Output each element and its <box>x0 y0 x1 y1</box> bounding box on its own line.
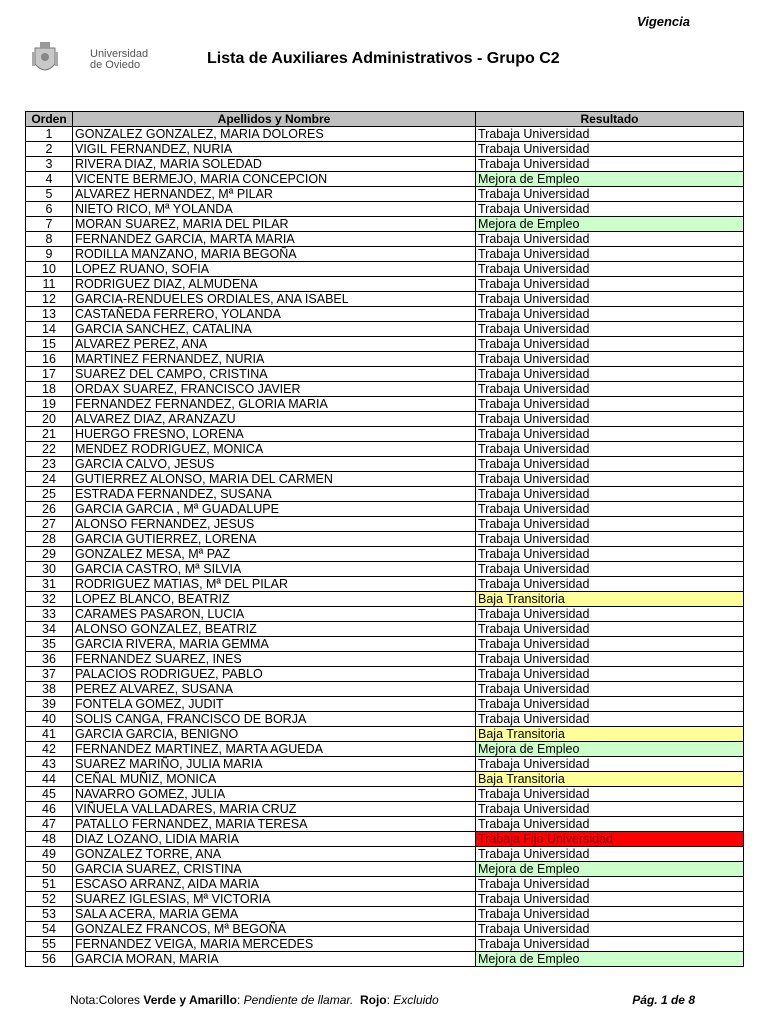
table-row <box>26 202 744 217</box>
column-header-orden: Orden <box>26 112 73 127</box>
note-green-yellow: Verde y Amarillo <box>143 993 237 1007</box>
cell-nombre: GARCIA SANCHEZ, CATALINA <box>73 322 476 337</box>
cell-orden: 3 <box>26 157 73 172</box>
cell-resultado: Trabaja Universidad <box>476 427 744 442</box>
cell-nombre: ORDAX SUAREZ, FRANCISCO JAVIER <box>73 382 476 397</box>
cell-orden: 39 <box>26 697 73 712</box>
cell-orden: 23 <box>26 457 73 472</box>
cell-resultado: Trabaja Universidad <box>476 487 744 502</box>
note-prefix: Nota:Colores <box>70 993 144 1007</box>
table-row <box>26 562 744 577</box>
cell-orden: 26 <box>26 502 73 517</box>
table-row <box>26 622 744 637</box>
cell-orden: 9 <box>26 247 73 262</box>
cell-resultado: Trabaja Universidad <box>476 697 744 712</box>
cell-nombre: GONZALEZ FRANCOS, Mª BEGOÑA <box>73 922 476 937</box>
cell-orden: 47 <box>26 817 73 832</box>
cell-resultado: Trabaja Universidad <box>476 607 744 622</box>
cell-resultado: Mejora de Empleo <box>476 172 744 187</box>
cell-orden: 16 <box>26 352 73 367</box>
cell-nombre: ALVAREZ HERNANDEZ, Mª PILAR <box>73 187 476 202</box>
cell-orden: 10 <box>26 262 73 277</box>
cell-resultado: Trabaja Universidad <box>476 412 744 427</box>
table-row <box>26 367 744 382</box>
cell-nombre: FONTELA GOMEZ, JUDIT <box>73 697 476 712</box>
note-separator-1: : <box>236 993 244 1007</box>
cell-orden: 45 <box>26 787 73 802</box>
table-row <box>26 907 744 922</box>
cell-orden: 13 <box>26 307 73 322</box>
table-row <box>26 352 744 367</box>
cell-orden: 34 <box>26 622 73 637</box>
cell-nombre: GUTIERREZ ALONSO, MARIA DEL CARMEN <box>73 472 476 487</box>
cell-nombre: VIGIL FERNANDEZ, NURIA <box>73 142 476 157</box>
cell-nombre: GARCIA SUAREZ, CRISTINA <box>73 862 476 877</box>
cell-resultado: Baja Transitoria <box>476 592 744 607</box>
cell-orden: 30 <box>26 562 73 577</box>
table-row <box>26 697 744 712</box>
cell-nombre: NIETO RICO, Mª YOLANDA <box>73 202 476 217</box>
cell-nombre: FERNANDEZ SUAREZ, INES <box>73 652 476 667</box>
cell-orden: 27 <box>26 517 73 532</box>
table-row <box>26 397 744 412</box>
cell-nombre: GARCIA MORAN, MARIA <box>73 952 476 967</box>
cell-orden: 18 <box>26 382 73 397</box>
cell-nombre: LOPEZ BLANCO, BEATRIZ <box>73 592 476 607</box>
cell-orden: 49 <box>26 847 73 862</box>
table-row <box>26 607 744 622</box>
cell-resultado: Baja Transitoria <box>476 727 744 742</box>
cell-resultado: Trabaja Universidad <box>476 442 744 457</box>
cell-orden: 5 <box>26 187 73 202</box>
table-row <box>26 427 744 442</box>
cell-nombre: PALACIOS RODRIGUEZ, PABLO <box>73 667 476 682</box>
cell-resultado: Trabaja Universidad <box>476 682 744 697</box>
cell-resultado: Trabaja Universidad <box>476 547 744 562</box>
logo-line-2: de Oviedo <box>90 59 141 71</box>
cell-nombre: ESTRADA FERNANDEZ, SUSANA <box>73 487 476 502</box>
cell-resultado: Trabaja Universidad <box>476 232 744 247</box>
cell-orden: 54 <box>26 922 73 937</box>
table-header <box>26 112 744 127</box>
cell-orden: 14 <box>26 322 73 337</box>
cell-resultado: Trabaja Universidad <box>476 127 744 142</box>
cell-nombre: CASTAÑEDA FERRERO, YOLANDA <box>73 307 476 322</box>
cell-resultado: Trabaja Universidad <box>476 847 744 862</box>
cell-orden: 28 <box>26 532 73 547</box>
cell-orden: 20 <box>26 412 73 427</box>
cell-nombre: GONZALEZ TORRE, ANA <box>73 847 476 862</box>
cell-orden: 24 <box>26 472 73 487</box>
table-row <box>26 847 744 862</box>
vigencia-label: Vigencia <box>637 14 690 29</box>
cell-resultado: Trabaja Universidad <box>476 457 744 472</box>
cell-orden: 38 <box>26 682 73 697</box>
cell-orden: 7 <box>26 217 73 232</box>
cell-nombre: MENDEZ RODRIGUEZ, MONICA <box>73 442 476 457</box>
cell-resultado: Trabaja Universidad <box>476 262 744 277</box>
cell-orden: 42 <box>26 742 73 757</box>
table-row <box>26 442 744 457</box>
cell-nombre: ALONSO GONZALEZ, BEATRIZ <box>73 622 476 637</box>
cell-nombre: GARCIA GUTIERREZ, LORENA <box>73 532 476 547</box>
note-excluded: Excluido <box>393 993 439 1007</box>
cell-nombre: ALVAREZ PEREZ, ANA <box>73 337 476 352</box>
note-red: Rojo <box>359 993 387 1007</box>
table-row <box>26 952 744 967</box>
cell-resultado: Trabaja Universidad <box>476 922 744 937</box>
cell-orden: 22 <box>26 442 73 457</box>
cell-orden: 8 <box>26 232 73 247</box>
table-row <box>26 547 744 562</box>
table-row <box>26 292 744 307</box>
table-row <box>26 937 744 952</box>
cell-orden: 35 <box>26 637 73 652</box>
cell-resultado: Trabaja Universidad <box>476 577 744 592</box>
table-row <box>26 727 744 742</box>
cell-orden: 32 <box>26 592 73 607</box>
cell-orden: 48 <box>26 832 73 847</box>
cell-nombre: GARCIA RIVERA, MARIA GEMMA <box>73 637 476 652</box>
cell-orden: 40 <box>26 712 73 727</box>
table-row <box>26 457 744 472</box>
cell-resultado: Trabaja Universidad <box>476 322 744 337</box>
table-row <box>26 922 744 937</box>
cell-nombre: GARCIA-RENDUELES ORDIALES, ANA ISABEL <box>73 292 476 307</box>
cell-resultado: Trabaja Universidad <box>476 157 744 172</box>
cell-orden: 52 <box>26 892 73 907</box>
note-space <box>353 993 360 1007</box>
cell-nombre: FERNANDEZ MARTINEZ, MARTA AGUEDA <box>73 742 476 757</box>
cell-nombre: FERNANDEZ FERNANDEZ, GLORIA MARIA <box>73 397 476 412</box>
cell-nombre: RODILLA MANZANO, MARIA BEGOÑA <box>73 247 476 262</box>
cell-resultado: Trabaja Universidad <box>476 562 744 577</box>
table-row <box>26 652 744 667</box>
cell-resultado: Trabaja Fijo Universidad <box>476 832 744 847</box>
cell-resultado: Mejora de Empleo <box>476 862 744 877</box>
table-row <box>26 142 744 157</box>
cell-resultado: Trabaja Universidad <box>476 937 744 952</box>
table-row <box>26 172 744 187</box>
cell-resultado: Trabaja Universidad <box>476 307 744 322</box>
cell-resultado: Trabaja Universidad <box>476 877 744 892</box>
cell-nombre: CEÑAL MUÑIZ, MONICA <box>73 772 476 787</box>
cell-resultado: Trabaja Universidad <box>476 397 744 412</box>
cell-orden: 4 <box>26 172 73 187</box>
cell-resultado: Trabaja Universidad <box>476 367 744 382</box>
cell-nombre: PEREZ ALVAREZ, SUSANA <box>73 682 476 697</box>
table-row <box>26 667 744 682</box>
cell-nombre: GONZALEZ MESA, Mª PAZ <box>73 547 476 562</box>
cell-nombre: SUAREZ IGLESIAS, Mª VICTORIA <box>73 892 476 907</box>
cell-orden: 12 <box>26 292 73 307</box>
cell-orden: 50 <box>26 862 73 877</box>
cell-nombre: SUAREZ MARIÑO, JULIA MARIA <box>73 757 476 772</box>
cell-nombre: DIAZ LOZANO, LIDIA MARIA <box>73 832 476 847</box>
cell-resultado: Trabaja Universidad <box>476 247 744 262</box>
cell-orden: 11 <box>26 277 73 292</box>
cell-resultado: Trabaja Universidad <box>476 667 744 682</box>
cell-nombre: GARCIA CALVO, JESUS <box>73 457 476 472</box>
cell-nombre: GONZALEZ GONZALEZ, MARIA DOLORES <box>73 127 476 142</box>
cell-resultado: Trabaja Universidad <box>476 907 744 922</box>
cell-orden: 31 <box>26 577 73 592</box>
cell-resultado: Trabaja Universidad <box>476 802 744 817</box>
cell-nombre: ALVAREZ DIAZ, ARANZAZU <box>73 412 476 427</box>
cell-nombre: ALONSO FERNANDEZ, JESUS <box>73 517 476 532</box>
cell-resultado: Trabaja Universidad <box>476 142 744 157</box>
cell-resultado: Trabaja Universidad <box>476 817 744 832</box>
cell-orden: 46 <box>26 802 73 817</box>
cell-resultado: Baja Transitoria <box>476 772 744 787</box>
cell-resultado: Trabaja Universidad <box>476 337 744 352</box>
table-row <box>26 322 744 337</box>
cell-orden: 44 <box>26 772 73 787</box>
cell-nombre: RODRIGUEZ DIAZ, ALMUDENA <box>73 277 476 292</box>
cell-orden: 55 <box>26 937 73 952</box>
cell-nombre: CARAMES PASARON, LUCIA <box>73 607 476 622</box>
cell-nombre: ESCASO ARRANZ, AIDA MARIA <box>73 877 476 892</box>
cell-orden: 2 <box>26 142 73 157</box>
cell-nombre: HUERGO FRESNO, LORENA <box>73 427 476 442</box>
column-header-nombre: Apellidos y Nombre <box>73 112 476 127</box>
table-row <box>26 862 744 877</box>
cell-nombre: PATALLO FERNANDEZ, MARIA TERESA <box>73 817 476 832</box>
table-row <box>26 277 744 292</box>
cell-resultado: Trabaja Universidad <box>476 352 744 367</box>
cell-nombre: RODRIGUEZ MATIAS, Mª DEL PILAR <box>73 577 476 592</box>
table-row <box>26 637 744 652</box>
cell-nombre: GARCIA GARCIA, BENIGNO <box>73 727 476 742</box>
cell-resultado: Trabaja Universidad <box>476 712 744 727</box>
cell-resultado: Trabaja Universidad <box>476 517 744 532</box>
cell-orden: 29 <box>26 547 73 562</box>
cell-resultado: Trabaja Universidad <box>476 472 744 487</box>
cell-resultado: Trabaja Universidad <box>476 637 744 652</box>
table-row <box>26 757 744 772</box>
table-row <box>26 487 744 502</box>
cell-nombre: MORAN SUAREZ, MARIA DEL PILAR <box>73 217 476 232</box>
cell-orden: 6 <box>26 202 73 217</box>
table-row <box>26 217 744 232</box>
cell-orden: 25 <box>26 487 73 502</box>
table-row <box>26 517 744 532</box>
crest-icon <box>32 40 58 78</box>
cell-orden: 37 <box>26 667 73 682</box>
table-row <box>26 712 744 727</box>
cell-orden: 21 <box>26 427 73 442</box>
table-row <box>26 577 744 592</box>
logo-text <box>90 49 148 71</box>
cell-orden: 41 <box>26 727 73 742</box>
cell-orden: 1 <box>26 127 73 142</box>
table-row <box>26 337 744 352</box>
cell-nombre: SALA ACERA, MARIA GEMA <box>73 907 476 922</box>
cell-nombre: GARCIA GARCIA , Mª GUADALUPE <box>73 502 476 517</box>
logo-line-1: Universidad <box>90 48 149 60</box>
cell-orden: 56 <box>26 952 73 967</box>
table-row <box>26 412 744 427</box>
cell-nombre: FERNANDEZ VEIGA, MARIA MERCEDES <box>73 937 476 952</box>
note-separator-2: : <box>386 993 394 1007</box>
cell-orden: 17 <box>26 367 73 382</box>
cell-nombre: SUAREZ DEL CAMPO, CRISTINA <box>73 367 476 382</box>
cell-orden: 36 <box>26 652 73 667</box>
cell-resultado: Trabaja Universidad <box>476 892 744 907</box>
table-row <box>26 232 744 247</box>
table-row <box>26 787 744 802</box>
page-title: Lista de Auxiliares Administrativos - Grupo C2 <box>207 50 560 67</box>
cell-resultado: Trabaja Universidad <box>476 202 744 217</box>
table-row <box>26 247 744 262</box>
personnel-table <box>25 111 744 967</box>
cell-resultado: Trabaja Universidad <box>476 292 744 307</box>
cell-nombre: VICENTE BERMEJO, MARIA CONCEPCION <box>73 172 476 187</box>
cell-resultado: Trabaja Universidad <box>476 187 744 202</box>
cell-resultado: Trabaja Universidad <box>476 652 744 667</box>
table-row <box>26 772 744 787</box>
table-body <box>26 127 744 967</box>
table-row <box>26 502 744 517</box>
cell-nombre: VIÑUELA VALLADARES, MARIA CRUZ <box>73 802 476 817</box>
cell-resultado: Trabaja Universidad <box>476 382 744 397</box>
table-row <box>26 382 744 397</box>
cell-resultado: Trabaja Universidad <box>476 532 744 547</box>
cell-nombre: GARCIA CASTRO, Mª SILVIA <box>73 562 476 577</box>
cell-resultado: Trabaja Universidad <box>476 622 744 637</box>
university-logo <box>32 40 152 78</box>
cell-resultado: Trabaja Universidad <box>476 277 744 292</box>
page-number: Pág. 1 de 8 <box>632 993 695 1007</box>
cell-resultado: Mejora de Empleo <box>476 742 744 757</box>
table-row <box>26 832 744 847</box>
table-row <box>26 892 744 907</box>
cell-nombre: NAVARRO GOMEZ, JULIA <box>73 787 476 802</box>
table-row <box>26 307 744 322</box>
table-row <box>26 127 744 142</box>
cell-resultado: Mejora de Empleo <box>476 952 744 967</box>
cell-orden: 19 <box>26 397 73 412</box>
table-row <box>26 262 744 277</box>
table-row <box>26 187 744 202</box>
header-row <box>26 112 744 127</box>
table-row <box>26 742 744 757</box>
cell-nombre: MARTINEZ FERNANDEZ, NURIA <box>73 352 476 367</box>
color-legend-note <box>70 993 439 1007</box>
cell-resultado: Trabaja Universidad <box>476 502 744 517</box>
table-row <box>26 877 744 892</box>
cell-nombre: SOLIS CANGA, FRANCISCO DE BORJA <box>73 712 476 727</box>
cell-orden: 33 <box>26 607 73 622</box>
table-row <box>26 592 744 607</box>
table-row <box>26 802 744 817</box>
cell-resultado: Mejora de Empleo <box>476 217 744 232</box>
table-row <box>26 682 744 697</box>
cell-orden: 15 <box>26 337 73 352</box>
cell-nombre: RIVERA DIAZ, MARIA SOLEDAD <box>73 157 476 172</box>
cell-resultado: Trabaja Universidad <box>476 757 744 772</box>
cell-resultado: Trabaja Universidad <box>476 787 744 802</box>
table-row <box>26 472 744 487</box>
cell-orden: 53 <box>26 907 73 922</box>
table-row <box>26 532 744 547</box>
cell-nombre: FERNANDEZ GARCIA, MARTA MARIA <box>73 232 476 247</box>
cell-nombre: LOPEZ RUANO, SOFIA <box>73 262 476 277</box>
table-row <box>26 157 744 172</box>
cell-orden: 43 <box>26 757 73 772</box>
note-pending: Pendiente de llamar. <box>243 993 354 1007</box>
table-row <box>26 817 744 832</box>
column-header-resultado: Resultado <box>476 112 744 127</box>
cell-orden: 51 <box>26 877 73 892</box>
